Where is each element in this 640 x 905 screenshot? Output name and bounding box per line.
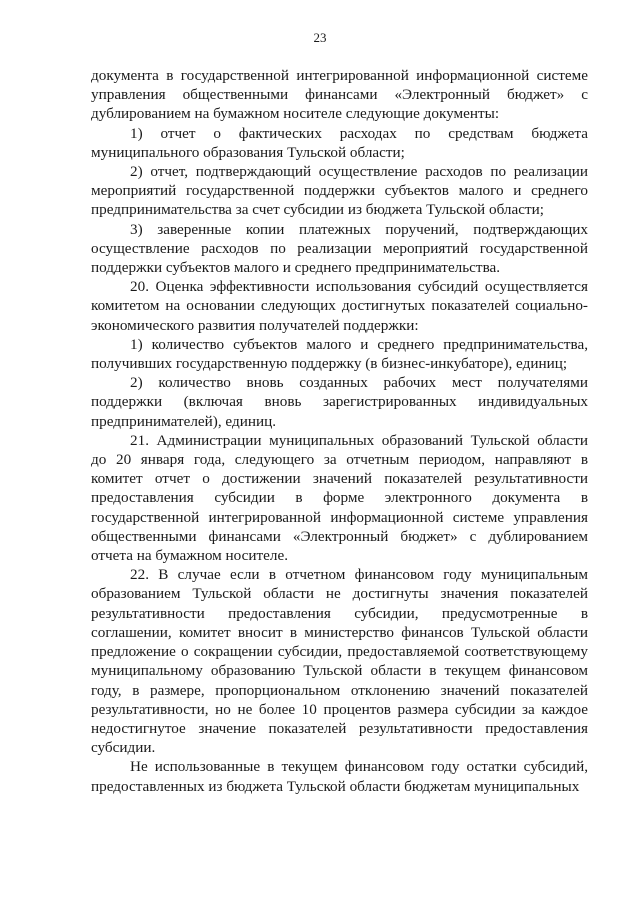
- paragraph-list-item-2: 2) отчет, подтверждающий осуществление расходов по реализации мероприятий государственной поддержки субъектов малого и среднего предпринимательства за счет субсидии из бюджета Тульской области;: [91, 163, 588, 219]
- paragraph-list-item-1: 1) отчет о фактических расходах по средствам бюджета муниципального образования Тульской области;: [91, 124, 588, 161]
- paragraph-clause-21: 21. Администрации муниципальных образований Тульской области до 20 января года, следующего за отчетным периодом, направляют в комитет отчет о достижении значений показателей результативности предоставления субсидии в форме электронного документа в государственной интегрированной информационной системе управления общественными финансами «Электронный бюджет» с дублированием отчета на бумажном носителе.: [91, 431, 588, 565]
- document-body: [91, 66, 588, 796]
- paragraph-clause-22: 22. В случае если в отчетном финансовом году муниципальным образованием Тульской области не достигнуты значения показателей результативности предоставления субсидии, предусмотренные в соглашении, комитет вносит в министерство финансов Тульской области предложение о сокращении субсидии, предоставляемой соответствующему муниципальному образованию Тульской области в текущем финансовом году, в размере, пропорциональном отклонению значений показателей результативности, но не более 10 процентов размера субсидии за каждое недостигнутое значение показателей результативности предоставления субсидии.: [91, 566, 588, 757]
- paragraph-indicator-2: 2) количество вновь созданных рабочих мест получателями поддержки (включая вновь зарегистрированных индивидуальных предпринимателей), единиц.: [91, 374, 588, 430]
- paragraph-clause-20: 20. Оценка эффективности использования субсидий осуществляется комитетом на основании следующих достигнутых показателей социально-экономического развития получателей поддержки:: [91, 278, 588, 334]
- paragraph-continuation: документа в государственной интегрированной информационной системе управления общественными финансами «Электронный бюджет» с дублированием на бумажном носителе следующие документы:: [91, 67, 588, 123]
- paragraph-unused-balances: Не использованные в текущем финансовом году остатки субсидий, предоставленных из бюджета Тульской области бюджетам муниципальных: [91, 758, 588, 795]
- page-number: 23: [313, 30, 327, 45]
- paragraph-indicator-1: 1) количество субъектов малого и среднего предпринимательства, получивших государственную поддержку (в бизнес-инкубаторе), единиц;: [91, 335, 588, 373]
- paragraph-list-item-3: 3) заверенные копии платежных поручений, подтверждающих осуществление расходов по реализации мероприятий государственной поддержки субъектов малого и среднего предпринимательства.: [91, 220, 588, 277]
